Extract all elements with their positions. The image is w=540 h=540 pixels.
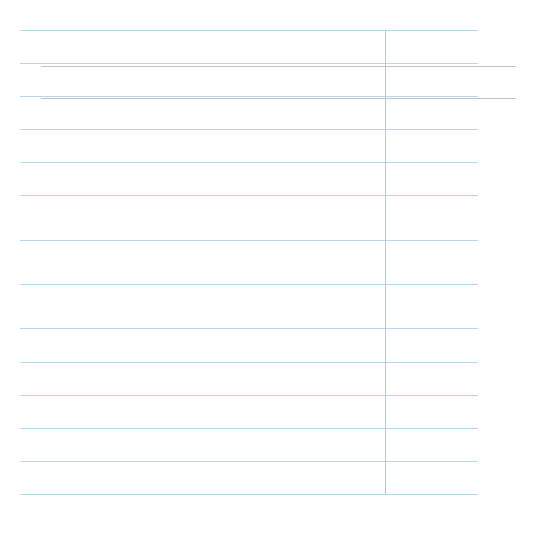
row-rule [20,63,478,64]
column-divider [385,30,386,495]
row-rule [20,428,478,429]
row-rule [20,30,478,31]
row-rule [20,195,478,196]
row-rule [20,162,478,163]
guide-rule [41,66,516,67]
row-rule [20,240,478,241]
row-rule [20,129,478,130]
row-rule [20,461,478,462]
row-rule [20,494,478,495]
row-rule [20,362,478,363]
row-rule [20,395,478,396]
row-rule [20,96,478,97]
row-rule [20,284,478,285]
guide-rule [41,98,516,99]
row-rule [20,328,478,329]
